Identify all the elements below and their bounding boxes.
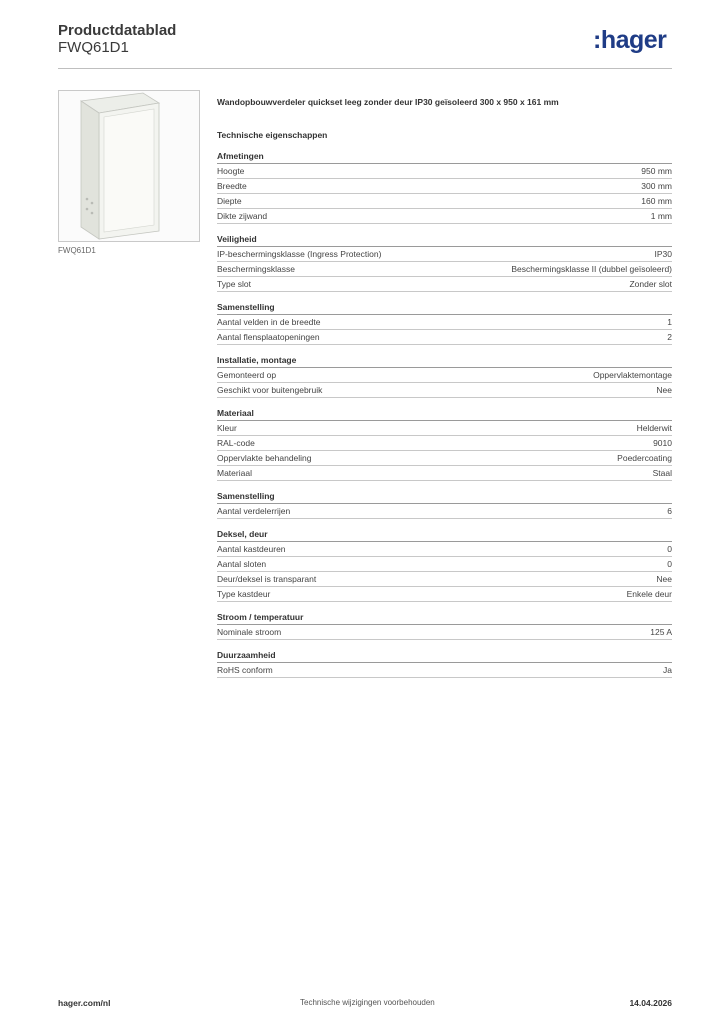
image-caption: FWQ61D1 (58, 246, 96, 255)
tech-properties-title: Technische eigenschappen (217, 130, 328, 140)
spec-value: Helderwit (636, 423, 672, 433)
spec-value: Staal (652, 468, 672, 478)
spec-row (217, 466, 672, 481)
spec-row (217, 262, 672, 277)
section-deksel-deur (217, 528, 672, 602)
product-description: Wandopbouwverdeler quickset leeg zonder deur IP30 geïsoleerd 300 x 950 x 161 mm (217, 97, 559, 107)
spec-row (217, 247, 672, 262)
spec-row (217, 542, 672, 557)
spec-value: Zonder slot (629, 279, 672, 289)
spec-label: Aantal verdelerrijen (217, 506, 291, 516)
spec-value: Ja (663, 665, 672, 675)
section-title: Stroom / temperatuur (217, 611, 672, 625)
hager-logo: :hager (593, 26, 667, 54)
spec-row (217, 451, 672, 466)
section-installatie (217, 354, 672, 398)
spec-label: Diepte (217, 196, 242, 206)
spec-label: Aantal sloten (217, 559, 267, 569)
section-veiligheid (217, 233, 672, 292)
spec-label: IP-beschermingsklasse (Ingress Protection) (217, 249, 382, 259)
spec-label: Dikte zijwand (217, 211, 268, 221)
spec-label: Aantal flensplaatopeningen (217, 332, 320, 342)
section-title: Samenstelling (217, 490, 672, 504)
spec-label: Beschermingsklasse (217, 264, 295, 274)
spec-label: Oppervlakte behandeling (217, 453, 312, 463)
spec-row (217, 421, 672, 436)
spec-value: 950 mm (641, 166, 672, 176)
footer-notice: Technische wijzigingen voorbehouden (300, 998, 435, 1007)
document-title: Productdatablad (58, 22, 177, 39)
spec-row (217, 383, 672, 398)
spec-label: Geschikt voor buitengebruik (217, 385, 323, 395)
spec-value: 9010 (653, 438, 672, 448)
section-stroom (217, 611, 672, 640)
spec-row (217, 194, 672, 209)
spec-row (217, 587, 672, 602)
spec-row (217, 572, 672, 587)
spec-value: 125 A (650, 627, 672, 637)
spec-row (217, 315, 672, 330)
spec-value: 2 (667, 332, 672, 342)
spec-label: Kleur (217, 423, 237, 433)
spec-label: Deur/deksel is transparant (217, 574, 317, 584)
section-title: Installatie, montage (217, 354, 672, 368)
section-samenstelling (217, 301, 672, 345)
section-title: Samenstelling (217, 301, 672, 315)
section-title: Deksel, deur (217, 528, 672, 542)
spec-row (217, 330, 672, 345)
spec-value: Beschermingsklasse II (dubbel geïsoleerd) (511, 264, 672, 274)
spec-row (217, 164, 672, 179)
spec-label: Type kastdeur (217, 589, 271, 599)
spec-value: 300 mm (641, 181, 672, 191)
section-title: Duurzaamheid (217, 649, 672, 663)
header-divider (58, 68, 672, 69)
product-image (58, 90, 200, 242)
spec-row (217, 277, 672, 292)
spec-value: Enkele deur (626, 589, 672, 599)
section-duurzaamheid (217, 649, 672, 678)
spec-value: 1 (667, 317, 672, 327)
spec-row (217, 436, 672, 451)
spec-label: Materiaal (217, 468, 252, 478)
spec-row (217, 557, 672, 572)
enclosure-illustration (59, 91, 199, 241)
spec-value: Nee (656, 385, 672, 395)
spec-row (217, 368, 672, 383)
spec-label: Type slot (217, 279, 252, 289)
spec-value: Nee (656, 574, 672, 584)
spec-label: Nominale stroom (217, 627, 282, 637)
spec-label: Gemonteerd op (217, 370, 277, 380)
product-code: FWQ61D1 (58, 39, 129, 56)
spec-value: Oppervlaktemontage (593, 370, 672, 380)
spec-value: IP30 (654, 249, 672, 259)
spec-value: 160 mm (641, 196, 672, 206)
spec-row (217, 625, 672, 640)
footer-date: 14.04.2026 (629, 998, 672, 1008)
footer-website-link[interactable]: hager.com/nl (58, 998, 111, 1008)
spec-label: Hoogte (217, 166, 245, 176)
spec-row (217, 504, 672, 519)
section-materiaal (217, 407, 672, 481)
spec-row (217, 663, 672, 678)
section-title: Veiligheid (217, 233, 672, 247)
spec-value: 1 mm (650, 211, 672, 221)
section-afmetingen (217, 150, 672, 224)
spec-content (217, 96, 672, 678)
spec-value: 0 (667, 544, 672, 554)
spec-row (217, 179, 672, 194)
spec-value: 6 (667, 506, 672, 516)
section-title: Afmetingen (217, 150, 672, 164)
section-title: Materiaal (217, 407, 672, 421)
section-samenstelling-2 (217, 490, 672, 519)
spec-value: Poedercoating (617, 453, 672, 463)
spec-row (217, 209, 672, 224)
spec-value: 0 (667, 559, 672, 569)
spec-label: RAL-code (217, 438, 255, 448)
spec-label: Aantal kastdeuren (217, 544, 286, 554)
spec-label: Aantal velden in de breedte (217, 317, 321, 327)
spec-label: Breedte (217, 181, 247, 191)
spec-label: RoHS conform (217, 665, 273, 675)
